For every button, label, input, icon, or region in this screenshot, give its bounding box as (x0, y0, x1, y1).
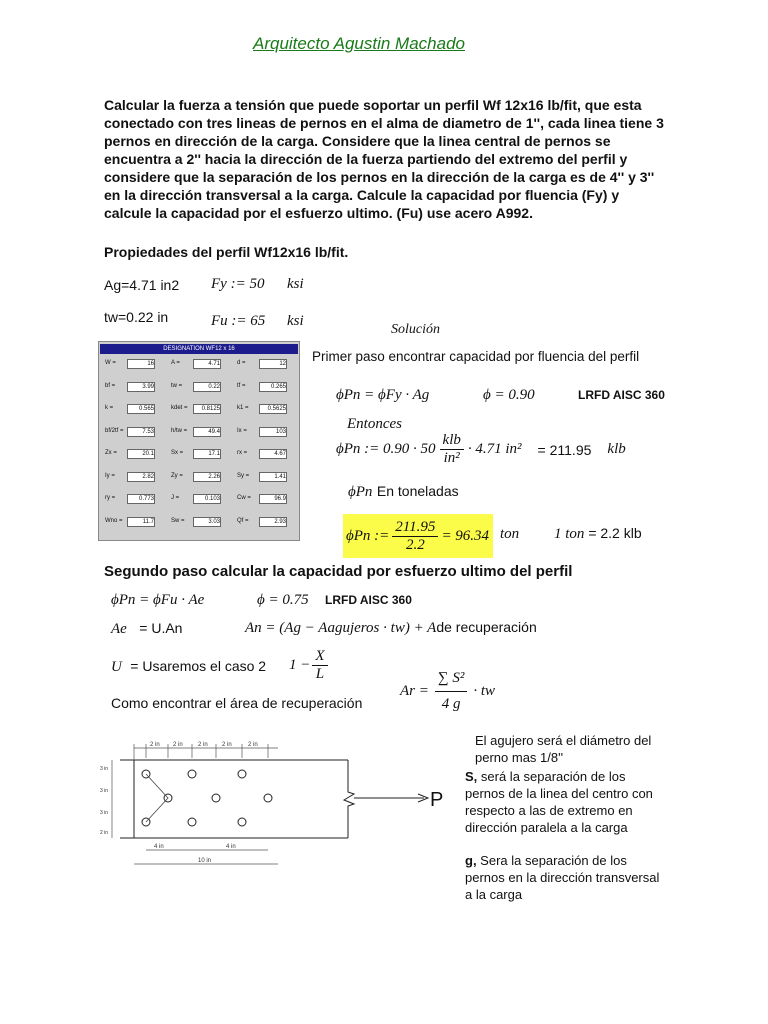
bolt-hole (264, 794, 272, 802)
table-cell-label: kdet = (171, 405, 188, 411)
table-cell-label: Iy = (105, 472, 115, 479)
table-cell-value: 1.41 (259, 472, 287, 482)
ae-symbol: Ae (111, 621, 127, 637)
table-cell-value: 2.26 (193, 472, 221, 482)
bolt-hole (188, 818, 196, 826)
eq2 (336, 432, 626, 467)
table-cell-label: bf = (105, 382, 116, 389)
eq3-numerator: 211.95 (392, 519, 438, 537)
eq1-left: ϕPn = ϕFy · Ag (336, 387, 430, 403)
table-cell-label: k1 = (237, 405, 249, 411)
u-formula-a: 1 − (289, 657, 311, 673)
table-cell-label: Zx = (105, 450, 117, 456)
problem-statement: Calcular la fuerza a tensión que puede soportar un perfil Wf 12x16 lb/fit, que esta conectado con tres lineas de pernos en el alma de diametro de 1'', cada linea tiene 3 pernos en dirección de la carga. Considere que la linea central de pernos se encuentra a 2'' hacia la dirección de la fuerza partiendo del extremo del perfil y considere que la separación de los pernos en la dirección de la carga es de 4'' y 3'' en la dirección transversal a la carga. Calcule la capacidad por fluencia (Fy) y calcule la capacidad por el esfuerzo ultimo. (Fu) use acero A992. (104, 97, 664, 221)
table-cell-value: 20.1 (127, 449, 155, 459)
table-cell-label: ry = (105, 495, 116, 501)
u-formula (289, 648, 328, 683)
table-cell-label: Sy = (237, 472, 250, 479)
ar-text: Como encontrar el área de recuperación (111, 695, 363, 711)
table-cell-value: 0.265 (259, 382, 287, 392)
toneladas-line (348, 483, 459, 501)
table-header: DESIGNATION WF12 x 16 (100, 344, 298, 354)
bottom-dim-total: 10 in (198, 858, 212, 864)
top-dimension-label: 2 in (248, 742, 258, 748)
table-cell-label: Sx = (171, 450, 184, 456)
note-g-text: Sera la separación de los pernos en la dirección transversal a la carga (465, 853, 660, 902)
u-text: = Usaremos el caso 2 (130, 658, 267, 674)
lrfd2-label: LRFD AISC 360 (325, 593, 412, 607)
bolt-pattern-diagram (98, 734, 458, 874)
u-line (111, 658, 266, 676)
an-line (245, 619, 537, 637)
note-s (465, 768, 665, 836)
table-cell-label: Qf = (237, 517, 249, 524)
toneladas-text: En toneladas (376, 483, 459, 499)
ton-conversion-b: = 2.2 klb (588, 525, 642, 541)
table-cell-label: Cw = (237, 495, 251, 501)
table-cell-value: 17.1 (193, 449, 221, 459)
table-cell-value: 103 (259, 427, 287, 437)
table-cell-value: 4.67 (259, 449, 287, 459)
table-cell-value: 0.8125 (193, 404, 221, 414)
eq2-mid: · 4.71 in² (467, 441, 522, 457)
table-cell-label: bf/2tf = (105, 427, 124, 434)
solution-label: Solución (391, 322, 440, 337)
fu-unit: ksi (287, 313, 304, 329)
bolt-hole (238, 770, 246, 778)
ar-numerator: ∑ S² (435, 670, 467, 692)
table-cell-value: 4.71 (193, 359, 221, 369)
eq3-result: = 96.34 (441, 527, 490, 544)
ton-conversion-a: 1 ton (554, 526, 585, 542)
table-cell-value: 16 (127, 359, 155, 369)
note-g-label: g, (465, 853, 477, 868)
eq2-numerator: klb (440, 432, 464, 450)
eq2-unit: klb (607, 441, 626, 457)
section-properties-table (98, 341, 300, 541)
left-dimension-label: 3 in (100, 788, 109, 794)
table-cell-value: 2.93 (259, 517, 287, 527)
bolt-hole (238, 818, 246, 826)
table-cell-label: W = (105, 360, 116, 366)
left-dimension-label: 2 in (100, 830, 109, 836)
table-cell-label: Zy = (171, 472, 183, 479)
table-cell-label: Wno = (105, 517, 123, 524)
eq2-denominator: in² (443, 450, 460, 466)
table-cell-label: J = (171, 495, 180, 501)
fy-definition: Fy := 50 (211, 276, 265, 292)
table-cell-value: 0.565 (127, 404, 155, 414)
note-hole: El agujero será el diámetro del perno mas 1/8'' (475, 733, 652, 765)
u-fraction (312, 648, 327, 683)
fu-definition: Fu := 65 (211, 313, 266, 329)
table-cell-value: 96.9 (259, 494, 287, 504)
ar-tail: · tw (473, 683, 496, 699)
u-numerator: X (312, 648, 327, 666)
fy-unit: ksi (287, 276, 304, 292)
ar-denominator: 4 g (441, 696, 461, 712)
left-dimension-label: 3 in (100, 766, 109, 772)
table-cell-label: d = (237, 360, 246, 366)
table-cell-value: 12 (259, 359, 287, 369)
table-cell-value: 0.103 (193, 494, 221, 504)
note-s-text: será la separación de los pernos de la linea del centro con respecto a las de extremo en dirección paralela a la carga (465, 769, 653, 835)
table-cell-label: tf = (237, 382, 246, 389)
eq3-highlight (343, 514, 493, 558)
phi2: ϕ = 0.75 (257, 592, 309, 608)
table-cell-value: 0.5625 (259, 404, 287, 414)
eq2-left: ϕPn := 0.90 · 50 (336, 441, 436, 457)
break-line (344, 760, 354, 838)
left-dimension-label: 3 in (100, 810, 109, 816)
bolt-hole (212, 794, 220, 802)
lrfd1-label: LRFD AISC 360 (578, 388, 665, 402)
tw-value: tw=0.22 in (104, 309, 169, 325)
an-text: de recuperación (436, 619, 537, 635)
note-g (465, 852, 665, 903)
eq3-unit: ton (500, 526, 520, 542)
step1-title: Primer paso encontrar capacidad por fluencia del perfil (312, 349, 640, 364)
ar-fraction (435, 670, 467, 713)
u-symbol: U (111, 659, 122, 675)
table-cell-value: 7.53 (127, 427, 155, 437)
failure-path (146, 774, 168, 822)
an-expression: An = (Ag − Aagujeros · tw) + A (245, 620, 437, 636)
top-dimension-label: 2 in (173, 742, 183, 748)
eq3-denominator: 2.2 (405, 536, 425, 553)
phi1: ϕ = 0.90 (483, 387, 535, 403)
table-cell-label: rx = (237, 450, 248, 456)
top-dimension-label: 2 in (150, 742, 160, 748)
ae-text: = U.An (139, 620, 183, 636)
eq3-fraction (392, 519, 438, 554)
entonces-label: Entonces (347, 416, 402, 432)
top-dimension-label: 2 in (222, 742, 232, 748)
ae-line (111, 620, 182, 638)
eq2-result: = 211.95 (537, 441, 592, 458)
table-cell-value: 49.4 (193, 427, 221, 437)
table-cell-label: h/tw = (171, 427, 188, 434)
author-heading: Arquitecto Agustin Machado (253, 34, 465, 53)
bottom-dim-b: 4 in (226, 844, 236, 850)
table-cell-value: 0.773 (127, 494, 155, 504)
table-cell-value: 2.82 (127, 472, 155, 482)
table-cell-value: 11.7 (127, 517, 155, 527)
bottom-dim-a: 4 in (154, 844, 164, 850)
table-cell-value: 0.22 (193, 382, 221, 392)
table-cell-value: 3.03 (193, 517, 221, 527)
u-denominator: L (315, 666, 325, 682)
step2-title: Segundo paso calcular la capacidad por esfuerzo ultimo del perfil (104, 563, 573, 580)
table-cell-label: Sw = (171, 517, 185, 524)
note-s-label: S, (465, 769, 478, 784)
load-label: P (430, 789, 444, 811)
properties-title: Propiedades del perfil Wf12x16 lb/fit. (104, 244, 349, 260)
bolt-hole (188, 770, 196, 778)
eq4-left: ϕPn = ϕFu · Ae (111, 592, 205, 608)
table-cell-label: A = (171, 360, 180, 366)
table-cell-value: 3.99 (127, 382, 155, 392)
ag-value: Ag=4.71 in2 (104, 277, 180, 293)
ar-symbol: Ar = (400, 683, 429, 699)
table-cell-label: k = (105, 405, 114, 411)
top-dimension-label: 2 in (198, 742, 208, 748)
eq3-left: ϕPn := (346, 527, 390, 544)
table-cell-label: tw = (171, 382, 183, 389)
ton-conversion (554, 525, 642, 543)
eq2-fraction (440, 432, 464, 467)
toneladas-symbol: ϕPn (348, 484, 373, 500)
table-cell-label: Ix = (237, 427, 247, 434)
ar-formula (400, 670, 495, 713)
